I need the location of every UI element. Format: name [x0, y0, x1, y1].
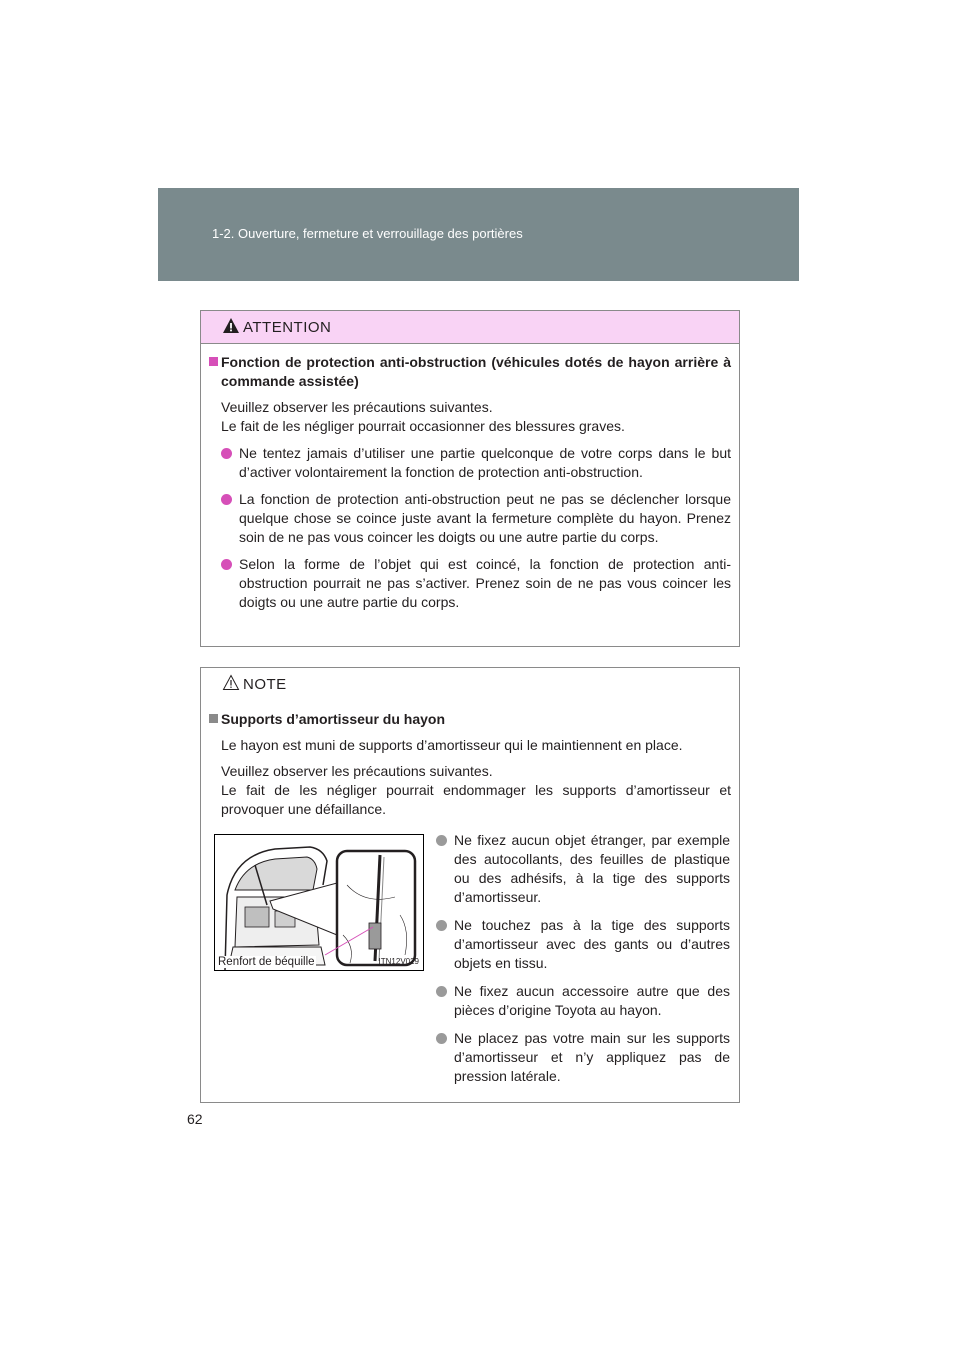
note-bullet: Ne fixez aucun objet étranger, par exemple des autocollants, des feuilles de plastique ou des adhésifs, à la tige des supports d’amortisseur. [436, 831, 730, 907]
note-bullet-list [436, 831, 730, 1095]
caution-outline-icon [222, 674, 240, 691]
note-header [201, 668, 739, 700]
square-bullet-icon [209, 357, 218, 366]
note-bullet: Ne fixez aucun accessoire autre que des pièces d’origine Toyota au hayon. [436, 982, 730, 1020]
attention-intro: Veuillez observer les précautions suivantes. Le fait de les négliger pourrait occasionner des blessures graves. [221, 399, 625, 434]
note-para: Le hayon est muni de supports d’amortisseur qui le maintiennent en place. [221, 737, 683, 753]
note-para: Veuillez observer les précautions suivantes. Le fait de les négliger pourrait endommager les supports d’amortisseur et provoquer une défaillance. [221, 763, 731, 817]
attention-box [200, 310, 740, 647]
page-number: 62 [187, 1111, 203, 1127]
attention-bullet: Ne tentez jamais d’utiliser une partie quelconque de votre corps dans le but d’activer volontairement la fonction de protection anti-obstruction. [209, 444, 731, 482]
note-bullet: Ne touchez pas à la tige des supports d’amortisseur avec des gants ou d’autres objets en tissu. [436, 916, 730, 973]
bullet-dot-icon [221, 559, 232, 570]
bullet-dot-icon [436, 835, 447, 846]
attention-section-title: Fonction de protection anti-obstruction (véhicules dotés de hayon arrière à commande assistée) [209, 353, 731, 391]
damper-stay-figure [214, 834, 424, 971]
bullet-dot-icon [436, 1033, 447, 1044]
attention-bullet: Selon la forme de l’objet qui est coincé, la fonction de protection anti-obstruction pourrait ne pas s’activer. Prenez soin de ne pas vous coincer les doigts ou une autre partie du corps. [209, 555, 731, 612]
attention-title: ATTENTION [243, 319, 332, 336]
note-title: NOTE [243, 676, 287, 693]
square-bullet-icon [209, 714, 218, 723]
note-bullet: Ne placez pas votre main sur les supports d’amortisseur et n’y appliquez pas de pression latérale. [436, 1029, 730, 1086]
figure-code: ITN12V029 [378, 957, 419, 966]
bullet-dot-icon [221, 448, 232, 459]
figure-label: Renfort de béquille [218, 956, 315, 968]
attention-header [201, 311, 739, 344]
bullet-dot-icon [436, 986, 447, 997]
warning-icon [222, 317, 240, 334]
note-section-title: Supports d’amortisseur du hayon [209, 710, 731, 729]
attention-bullet: La fonction de protection anti-obstruction peut ne pas se déclencher lorsque quelque chose se coince juste avant la fermeture complète du hayon. Prenez soin de ne pas vous coincer les doigts ou une autre partie du corps. [209, 490, 731, 547]
note-content [209, 710, 731, 819]
chapter-title: 1-2. Ouverture, fermeture et verrouillage des portières [212, 226, 523, 241]
bullet-dot-icon [436, 920, 447, 931]
attention-content [209, 353, 731, 612]
tailgate-illustration [215, 835, 423, 970]
bullet-dot-icon [221, 494, 232, 505]
